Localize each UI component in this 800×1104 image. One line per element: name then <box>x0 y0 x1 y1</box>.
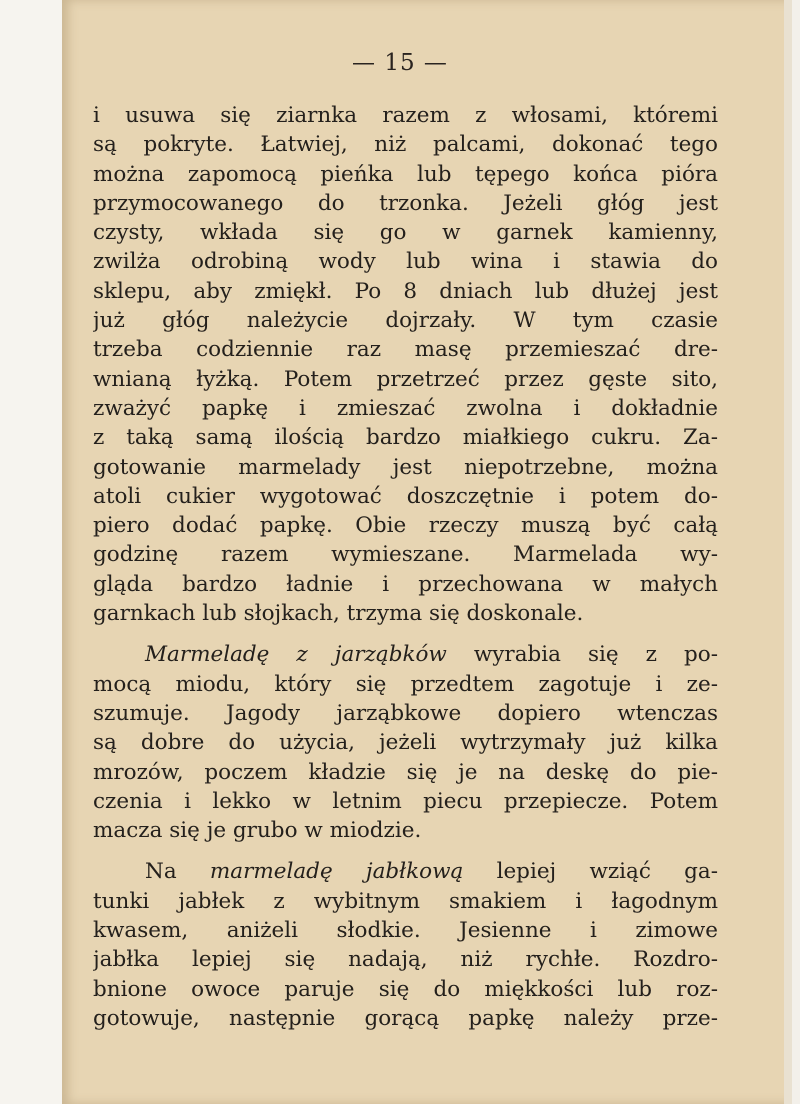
text-line: już głóg należycie dojrzały. W tym czasie <box>93 308 718 334</box>
text-line: przymocowanego do trzonka. Jeżeli głóg jest <box>93 190 718 216</box>
scan-left-margin <box>0 0 62 1104</box>
text-fragment: lepiej wziąć ga- <box>496 859 718 885</box>
text-line: gląda bardzo ładnie i przechowana w małych <box>93 571 718 597</box>
text-line: tunki jabłek z wybitnym smakiem i łagodnym <box>93 888 718 914</box>
paragraph-first-line <box>93 640 718 669</box>
text-line: bnione owoce paruje się do miękkości lub roz- <box>93 976 718 1002</box>
text-line: wnianą łyżką. Potem przetrzeć przez gęste sito, <box>93 366 718 392</box>
text-line: czenia i lekko w letnim piecu przepiecze. Potem <box>93 788 718 814</box>
text-line: jabłka lepiej się nadają, niż rychłe. Rozdro- <box>93 947 718 973</box>
text-line: piero dodać papkę. Obie rzeczy muszą być całą <box>93 513 718 539</box>
text-line: można zapomocą pieńka lub tępego końca pióra <box>93 161 718 187</box>
paragraph-first-line <box>93 857 718 886</box>
text-line: szumuje. Jagody jarząbkowe dopiero wtenczas <box>93 700 718 726</box>
text-line: zważyć papkę i zmieszać zwolna i dokładnie <box>93 395 718 421</box>
text-line: zwilża odrobiną wody lub wina i stawia do <box>93 249 718 275</box>
text-line: są pokryte. Łatwiej, niż palcami, dokonać tego <box>93 132 718 158</box>
text-line: mocą miodu, który się przedtem zagotuje i ze- <box>93 671 718 697</box>
page-number: — 15 — <box>352 50 448 76</box>
text-line: trzeba codziennie raz masę przemieszać dre- <box>93 337 718 363</box>
text-line: gotowuje, następnie gorącą papkę należy prze- <box>93 1005 718 1031</box>
text-line: sklepu, aby zmiękł. Po 8 dniach lub dłużej jest <box>93 278 718 304</box>
italic-heading-jablkowa: marmeladę jabłkową <box>209 859 464 885</box>
italic-heading-jarzabki: Marmeladę z jarząbków <box>145 642 447 668</box>
text-line: mrozów, poczem kładzie się je na deskę do pie- <box>93 759 718 785</box>
text-line: są dobre do użycia, jeżeli wytrzymały już kilka <box>93 730 718 756</box>
text-line: kwasem, aniżeli słodkie. Jesienne i zimowe <box>93 918 718 944</box>
text-line: garnkach lub słojkach, trzyma się doskonale. <box>93 601 584 627</box>
text-line: gotowanie marmelady jest niepotrzebne, można <box>93 454 718 480</box>
text-line: z taką samą ilością bardzo miałkiego cukru. Za- <box>93 425 718 451</box>
text-line: atoli cukier wygotować doszczętnie i potem do- <box>93 483 718 509</box>
text-line: godzinę razem wymieszane. Marmelada wy- <box>93 542 718 568</box>
page-edge <box>784 0 792 1104</box>
text-line: czysty, wkłada się go w garnek kamienny, <box>93 220 718 246</box>
text-fragment: wyrabia się z po- <box>473 642 718 668</box>
text-fragment: Na <box>145 859 177 885</box>
text-line: macza się je grubo w miodzie. <box>93 818 422 844</box>
page-text <box>93 101 718 1033</box>
text-line: i usuwa się ziarnka razem z włosami, któremi <box>93 103 718 128</box>
